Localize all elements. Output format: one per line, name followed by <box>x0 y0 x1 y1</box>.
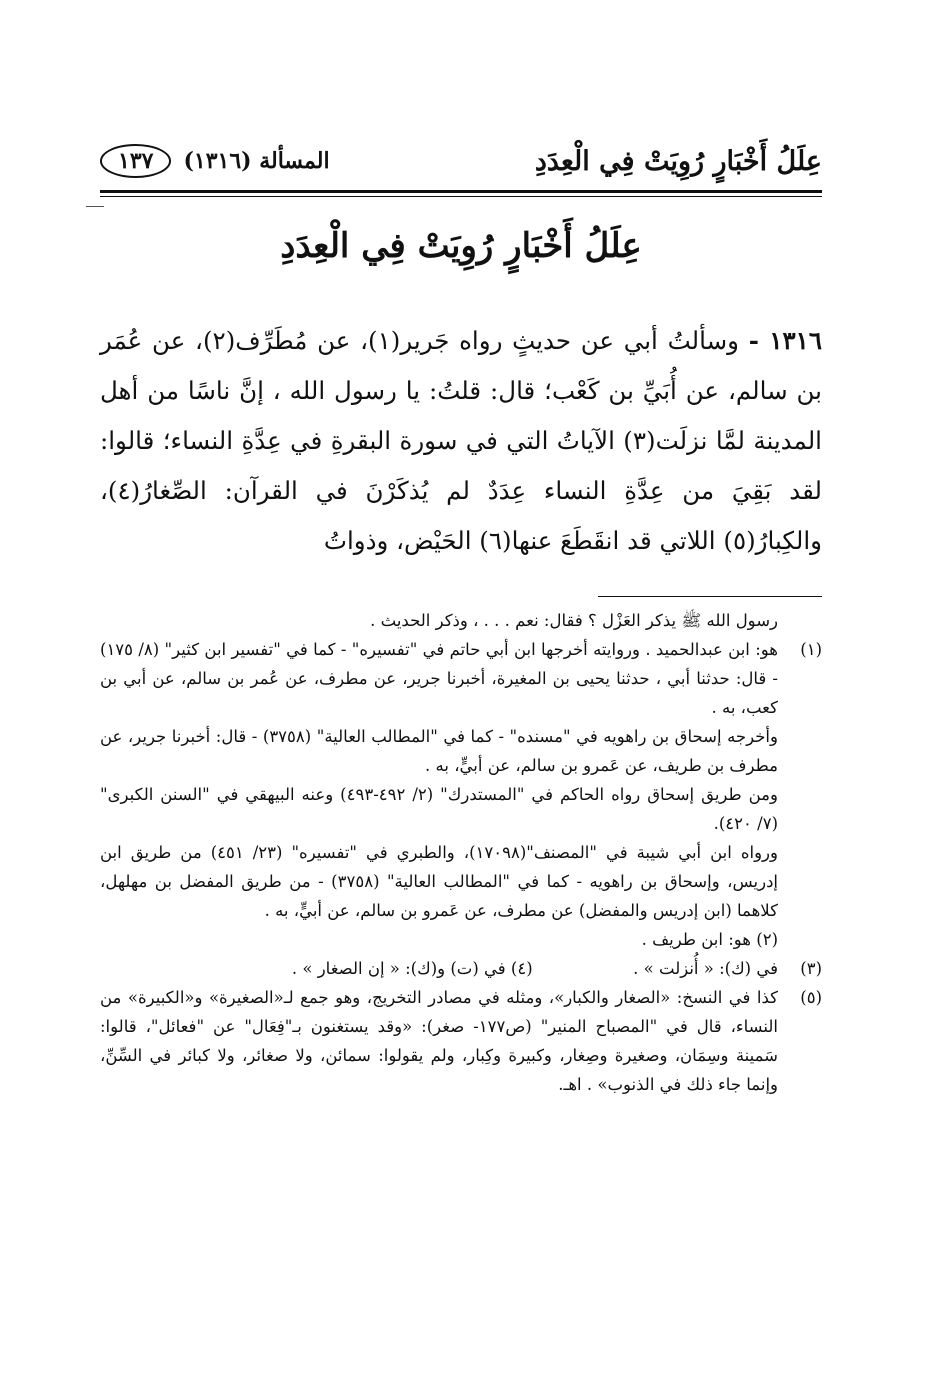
main-paragraph <box>100 316 822 566</box>
footnote-3-mark: (٣) <box>800 959 822 978</box>
footnote-continuation: رسول الله ﷺ يذكر العَزْل ؟ فقال: نعم . . . ، وذكر الحديث . <box>370 611 778 630</box>
footnote-4-mark: (٤) <box>510 959 533 978</box>
footnote-5-text: كذا في النسخ: «الصغار والكبار»، ومثله في مصادر التخريج، وهو جمع لـ«الصغيرة» و«الكبيرة» من النساء، قال في "المصباح المنير" (ص١٧٧- صغر): «وقد يستغنون بـ"فِعَال" عن "فعائل"، قالوا: سَمينة وسِمَان، وصغيرة وصِغار، وكبيرة وكِبار، ولم يقولوا: سمائن، ولا صغائر، ولا كبائر في السِّنِّ، وإنما جاء ذلك في الذنوب» . اهـ. <box>100 988 778 1094</box>
footnote-3-4-row <box>100 954 822 983</box>
footnote-1-para-1: هو: ابن عبدالحميد . وروايته أخرجها ابن أبي حاتم في "تفسيره" - كما في "تفسير ابن كثير" (٨/ ١٧٥) - قال: حدثنا أبي ، حدثنا يحيى بن المغيرة، أخبرنا جرير، عن مطرف، عن عُمر بن سالم، عن أبي بن كعب، به . <box>100 640 778 717</box>
running-title: عِلَلُ أَخْبَارٍ رُوِيَتْ فِي الْعِدَدِ <box>534 145 822 177</box>
footnote-3-text: في (ك): « أُنزلت » . <box>633 959 778 978</box>
footnote-2 <box>100 925 822 954</box>
issue-block <box>100 144 330 178</box>
header-rule-thick <box>100 190 822 193</box>
footnote-5-mark: (٥) <box>800 988 822 1007</box>
footnote-separator <box>598 596 822 597</box>
issue-number: ١٣١٦ - <box>748 326 822 355</box>
footnote-2-text: هو: ابن طريف . <box>641 930 751 949</box>
footnote-1 <box>100 635 822 925</box>
header-rule-thin <box>100 196 822 197</box>
footnote-5 <box>100 983 822 1099</box>
footnote-1-mark: (١) <box>800 640 822 659</box>
footnote-4-text: في (ت) و(ك): « إن الصغار » . <box>291 959 506 978</box>
footnote-2-mark: (٢) <box>756 930 778 949</box>
footnote-1-para-3: ومن طريق إسحاق رواه الحاكم في "المستدرك" (٢/ ٤٩٢-٤٩٣) وعنه البيهقي في "السنن الكبرى" (٧/ ٤٢٠). <box>100 785 778 833</box>
chapter-title: عِلَلُ أَخْبَارٍ رُوِيَتْ فِي الْعِدَدِ <box>280 226 642 266</box>
page-number: ١٣٧ <box>100 144 171 178</box>
margin-tick <box>86 206 104 207</box>
main-text: وسألتُ أبي عن حديثٍ رواه جَرير(١)، عن مُطَرِّف(٢)، عن عُمَر بن سالم، عن أُبَيِّ بن كَعْب؛ قال: قلتُ: يا رسول الله ، إنَّ ناسًا من أهل المدينة لمَّا نزلَت(٣) الآياتُ التي في سورة البقرةِ في عِدَّةِ النساء؛ قالوا: لقد بَقِيَ من عِدَّةِ النساء عِدَدٌ لم يُذكَرْنَ في القرآن: الصِّغارُ(٤)، والكِبارُ(٥) اللاتي قد انقَطَعَ عنها(٦) الحَيْض، وذواتُ <box>100 326 822 555</box>
footnote-1-para-2: وأخرجه إسحاق بن راهويه في "مسنده" - كما في "المطالب العالية" (٣٧٥٨) - قال: أخبرنا جرير، عن مطرف بن طريف، عن عَمرو بن سالم، عن أبيٍّ، به . <box>100 727 778 775</box>
running-header <box>100 138 822 184</box>
footnote-1-para-4: ورواه ابن أبي شيبة في "المصنف"(١٧٠٩٨)، والطبري في "تفسيره" (٢٣/ ٤٥١) من طريق ابن إدريس، وإسحاق بن راهويه - كما في "المطالب العالية" (٣٧٥٨) - من طريق المفضل بن مهلهل، كلاهما (ابن إدريس والمفضل) عن مطرف، عن عَمرو بن سالم، عن أبيٍّ، به . <box>100 843 778 920</box>
issue-label: المسألة (١٣١٦) <box>183 148 330 174</box>
footnotes <box>100 606 822 1099</box>
